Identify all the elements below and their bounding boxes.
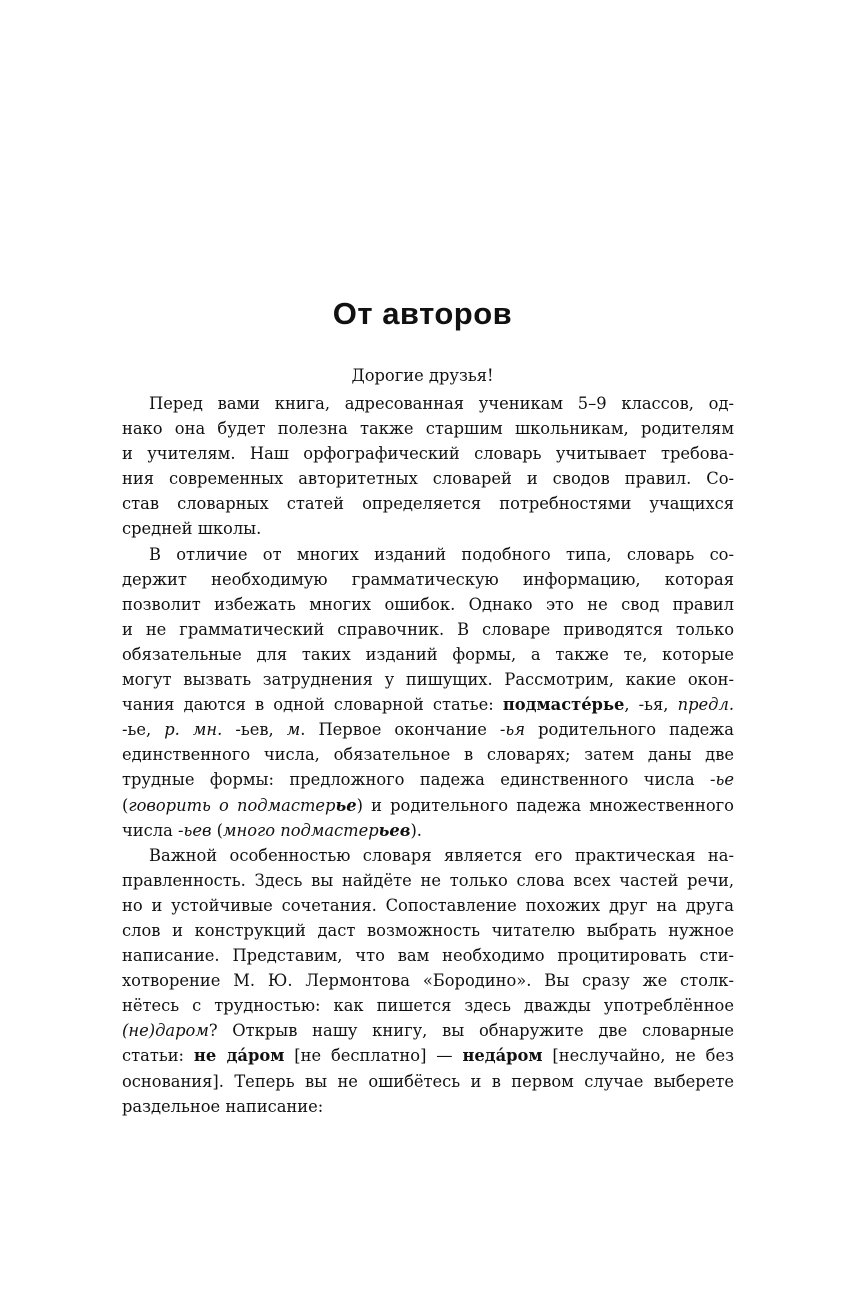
text-segment: -ье, — [122, 720, 165, 740]
text-line — [122, 843, 734, 868]
text-segment: ( — [211, 820, 223, 840]
emphasized-text: предл. — [677, 695, 734, 715]
text-segment: держит необходимую грамматическую информацию, которая — [122, 569, 734, 589]
text-line — [122, 491, 734, 516]
emphasized-text: м — [286, 720, 301, 740]
emphasized-text: ьев — [378, 820, 411, 840]
text-line — [122, 742, 734, 767]
text-line — [122, 1018, 734, 1043]
text-line — [122, 943, 734, 968]
text-line — [122, 918, 734, 943]
body-text — [122, 391, 734, 1119]
emphasized-text: -ья — [499, 720, 526, 740]
text-segment: Перед вами книга, адресованная ученикам 5–9 классов, од- — [149, 394, 734, 413]
emphasized-text: р. мн. — [164, 720, 223, 740]
text-segment: нётесь с трудностью: как пишется здесь дважды употреблённое — [122, 996, 734, 1016]
text-segment: статьи: — [122, 1046, 194, 1066]
text-segment: ) и родительного падежа множественного — [356, 795, 734, 815]
emphasized-text: подмасте́рье — [502, 695, 625, 715]
text-segment: нако она будет полезна также старшим школьникам, родителям — [122, 419, 734, 439]
text-line — [122, 968, 734, 993]
text-line — [122, 542, 734, 567]
text-line — [122, 692, 734, 717]
text-segment: числа — [122, 820, 178, 840]
text-segment: но и устойчивые сочетания. Сопоставление похожих друг на друга — [122, 895, 734, 915]
emphasized-text: не да́ром — [193, 1046, 285, 1066]
text-segment: [не бесплатно] — — [284, 1046, 463, 1066]
emphasized-text: (не)даром — [122, 1021, 209, 1041]
text-segment: ( — [122, 795, 129, 815]
text-line — [122, 717, 734, 742]
text-segment: написание. Представим, что вам необходимо процитировать сти- — [122, 946, 734, 966]
text-segment: В отличие от многих изданий подобного типа, словарь со- — [149, 544, 734, 564]
text-line — [122, 818, 734, 843]
text-segment: , -ья, — [624, 695, 678, 715]
emphasized-text: неда́ром — [462, 1046, 543, 1066]
page-title: От авторов — [332, 296, 513, 331]
greeting: Дорогие друзья! — [351, 366, 494, 385]
text-segment: трудные формы: предложного падежа единственного числа — [122, 770, 710, 790]
text-segment: хотворение М. Ю. Лермонтова «Бородино». Вы сразу же столк- — [122, 971, 734, 991]
text-segment: ? Открыв нашу книгу, вы обнаружите две словарные — [208, 1021, 734, 1041]
text-line — [122, 1043, 734, 1068]
emphasized-text: ье — [335, 795, 357, 815]
text-segment: слов и конструкций даст возможность читателю выбрать нужное — [122, 920, 734, 940]
text-segment: основания]. Теперь вы не ошибётесь и в первом случае выберете — [122, 1071, 734, 1091]
text-segment: -ьев, — [222, 720, 287, 740]
text-line — [122, 441, 734, 466]
text-segment: позволит избежать многих ошибок. Однако это не свод правил — [122, 594, 734, 614]
text-line — [122, 793, 734, 818]
text-line — [122, 617, 734, 642]
text-segment: обязательные для таких изданий формы, а также те, которые — [122, 644, 734, 664]
text-segment: и учителям. Наш орфографический словарь учитывает требова- — [122, 444, 734, 464]
text-line — [122, 642, 734, 667]
text-line — [122, 516, 734, 541]
text-segment: ния современных авторитетных словарей и сводов правил. Со- — [122, 469, 734, 489]
text-line — [122, 993, 734, 1018]
text-line — [122, 592, 734, 617]
text-line — [122, 466, 734, 491]
text-segment: единственного числа, обязательное в словарях; затем даны две — [122, 745, 734, 765]
emphasized-text: много подмастер — [222, 820, 379, 840]
text-line — [122, 667, 734, 692]
text-line — [122, 893, 734, 918]
text-line — [122, 567, 734, 592]
text-segment: средней школы. — [122, 519, 262, 539]
text-segment: могут вызвать затруднения у пишущих. Рассмотрим, какие окон- — [122, 670, 734, 690]
emphasized-text: -ьев — [177, 820, 212, 840]
text-segment: [неслучайно, не без — [542, 1046, 734, 1066]
text-segment: раздельное написание: — [122, 1096, 324, 1116]
emphasized-text: -ье — [709, 770, 734, 790]
text-segment: став словарных статей определяется потребностями учащихся — [122, 494, 734, 514]
text-segment: ). — [410, 820, 422, 840]
text-segment: правленность. Здесь вы найдёте не только слова всех частей речи, — [122, 870, 734, 890]
text-line — [122, 1069, 734, 1094]
text-segment: чания даются в одной словарной статье: — [122, 695, 503, 715]
text-segment: Важной особенностью словаря является его практическая на- — [149, 845, 734, 865]
text-line — [122, 391, 734, 416]
text-line — [122, 868, 734, 893]
text-segment: . Первое окончание — [300, 720, 500, 740]
emphasized-text: говорить о подмастер — [128, 795, 336, 815]
text-segment: и не грамматический справочник. В словаре приводятся только — [122, 619, 734, 639]
text-segment: родительного падежа — [525, 720, 734, 740]
text-line — [122, 416, 734, 441]
text-line — [122, 1094, 734, 1119]
text-line — [122, 767, 734, 792]
